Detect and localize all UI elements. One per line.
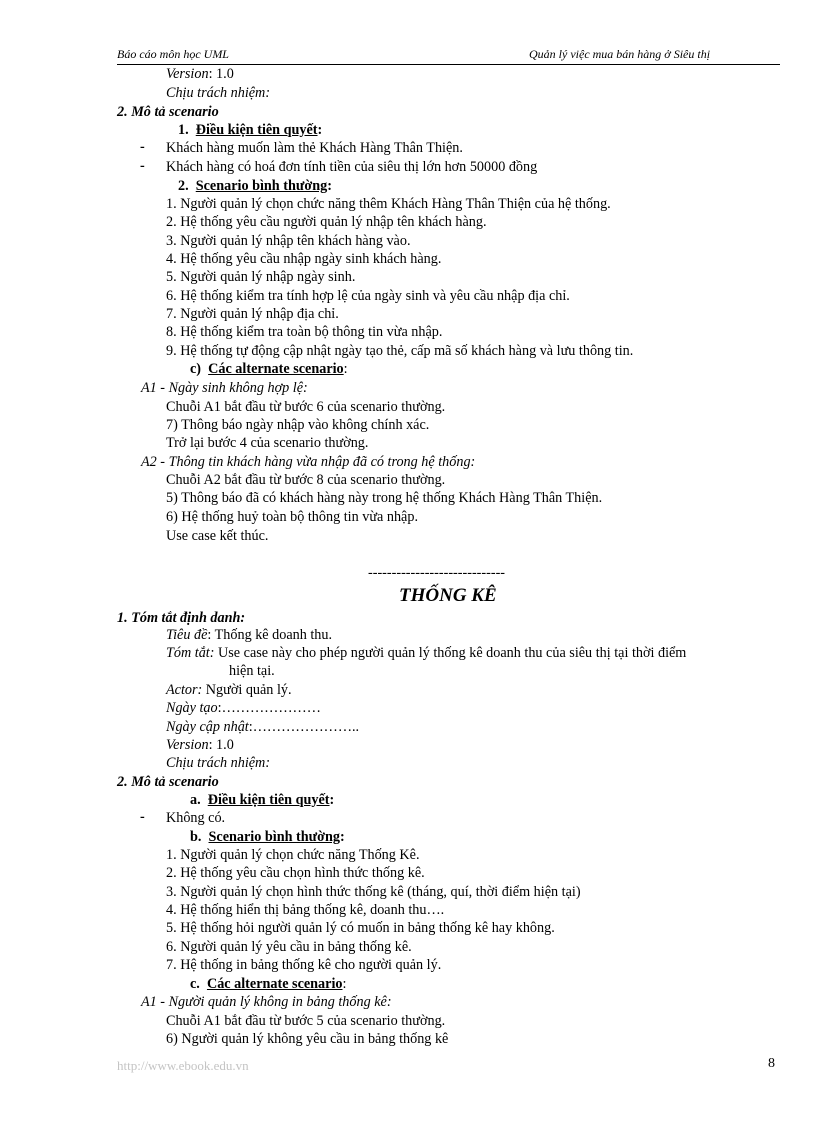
scenario-step: 6. Người quản lý yêu cầu in bảng thống kê. xyxy=(166,939,412,955)
alternate-line: Use case kết thúc. xyxy=(166,528,269,544)
scenario-step: 6. Hệ thống kiểm tra tính hợp lệ của ngày sinh và yêu cầu nhập địa chỉ. xyxy=(166,288,570,304)
scenario-step: 8. Hệ thống kiểm tra toàn bộ thông tin vừa nhập. xyxy=(166,324,443,340)
summary-heading: 1. Tóm tắt định danh: xyxy=(117,610,246,626)
alternate-line: 5) Thông báo đã có khách hàng này trong hệ thống Khách Hàng Thân Thiện. xyxy=(166,490,603,506)
scenario-step: 3. Người quản lý chọn hình thức thống kê (tháng, quí, thời điểm hiện tại) xyxy=(166,884,581,900)
separator-line: ----------------------------- xyxy=(368,565,506,581)
section-title: THỐNG KÊ xyxy=(399,585,497,606)
alternate-line: Chuỗi A1 bắt đầu từ bước 6 của scenario thường. xyxy=(166,399,446,415)
alternate-line: Trở lại bước 4 của scenario thường. xyxy=(166,435,369,451)
scenario-step: 3. Người quản lý nhập tên khách hàng vào. xyxy=(166,233,411,249)
header-right: Quản lý việc mua bán hàng ở Siêu thị xyxy=(529,47,711,61)
responsibility-line: Chịu trách nhiệm: xyxy=(166,755,271,771)
scenario-heading: 2. Mô tả scenario xyxy=(117,104,219,120)
precondition-item: Không có. xyxy=(166,810,226,826)
scenario-step: 4. Hệ thống yêu cầu nhập ngày sinh khách hàng. xyxy=(166,251,442,267)
scenario-step: 5. Người quản lý nhập ngày sinh. xyxy=(166,269,356,285)
precondition-item: Khách hàng có hoá đơn tính tiền của siêu thị lớn hơn 50000 đồng xyxy=(166,159,538,175)
alternate-a1-title: A1 - Người quản lý không in bảng thống kê: xyxy=(141,994,392,1010)
actor-line: Actor: Người quản lý. xyxy=(166,682,292,698)
precondition-item: Khách hàng muốn làm thẻ Khách Hàng Thân Thiện. xyxy=(166,140,463,156)
page-number: 8 xyxy=(768,1056,775,1071)
alternate-line: 6) Hệ thống huỷ toàn bộ thông tin vừa nhập. xyxy=(166,509,418,525)
bullet-dash: - xyxy=(140,809,145,825)
summary-line: Tóm tắt: Use case này cho phép người quản lý thống kê doanh thu của siêu thị tại thời điểm xyxy=(166,645,687,661)
alternate-line: Chuỗi A1 bắt đầu từ bước 5 của scenario thường. xyxy=(166,1013,446,1029)
summary-line-cont: hiện tại. xyxy=(229,663,275,679)
alternate-scenario-heading: c) Các alternate scenario: xyxy=(190,361,348,377)
scenario-step: 2. Hệ thống yêu cầu người quản lý nhập tên khách hàng. xyxy=(166,214,487,230)
scenario-step: 9. Hệ thống tự động cập nhật ngày tạo thẻ, cấp mã số khách hàng và lưu thông tin. xyxy=(166,343,634,359)
precondition-heading: a. Điều kiện tiên quyết: xyxy=(190,792,335,808)
scenario-heading: 2. Mô tả scenario xyxy=(117,774,219,790)
normal-scenario-heading: b. Scenario bình thường: xyxy=(190,829,345,845)
precondition-heading: 1. Điều kiện tiên quyết: xyxy=(178,122,323,138)
scenario-step: 2. Hệ thống yêu cầu chọn hình thức thống kê. xyxy=(166,865,425,881)
scenario-step: 1. Người quản lý chọn chức năng thêm Khách Hàng Thân Thiện của hệ thống. xyxy=(166,196,611,212)
alternate-a2-title: A2 - Thông tin khách hàng vừa nhập đã có trong hệ thống: xyxy=(141,454,476,470)
scenario-step: 1. Người quản lý chọn chức năng Thống Kê. xyxy=(166,847,420,863)
bullet-dash: - xyxy=(140,158,145,174)
scenario-step: 7. Người quản lý nhập địa chỉ. xyxy=(166,306,339,322)
title-line: Tiêu đề: Thống kê doanh thu. xyxy=(166,627,333,643)
created-date-line: Ngày tạo:………………… xyxy=(166,700,321,716)
alternate-line: 7) Thông báo ngày nhập vào không chính xác. xyxy=(166,417,430,433)
bullet-dash: - xyxy=(140,139,145,155)
alternate-line: 6) Người quản lý không yêu cầu in bảng thống kê xyxy=(166,1031,449,1047)
scenario-step: 7. Hệ thống in bảng thống kê cho người quản lý. xyxy=(166,957,442,973)
responsibility-line: Chịu trách nhiệm: xyxy=(166,85,271,101)
header-left: Báo cáo môn học UML xyxy=(117,47,229,61)
alternate-scenario-heading: c. Các alternate scenario: xyxy=(190,976,347,992)
scenario-step: 5. Hệ thống hỏi người quản lý có muốn in bảng thống kê hay không. xyxy=(166,920,555,936)
alternate-line: Chuỗi A2 bắt đầu từ bước 8 của scenario thường. xyxy=(166,472,446,488)
alternate-a1-title: A1 - Ngày sinh không hợp lệ: xyxy=(141,380,308,396)
normal-scenario-heading: 2. Scenario bình thường: xyxy=(178,178,332,194)
version-line: Version: 1.0 xyxy=(166,66,234,82)
scenario-step: 4. Hệ thống hiển thị bảng thống kê, doanh thu…. xyxy=(166,902,445,918)
version-line: Version: 1.0 xyxy=(166,737,234,753)
footer-url: http://www.ebook.edu.vn xyxy=(117,1058,249,1073)
updated-date-line: Ngày cập nhật:………………….. xyxy=(166,719,360,735)
